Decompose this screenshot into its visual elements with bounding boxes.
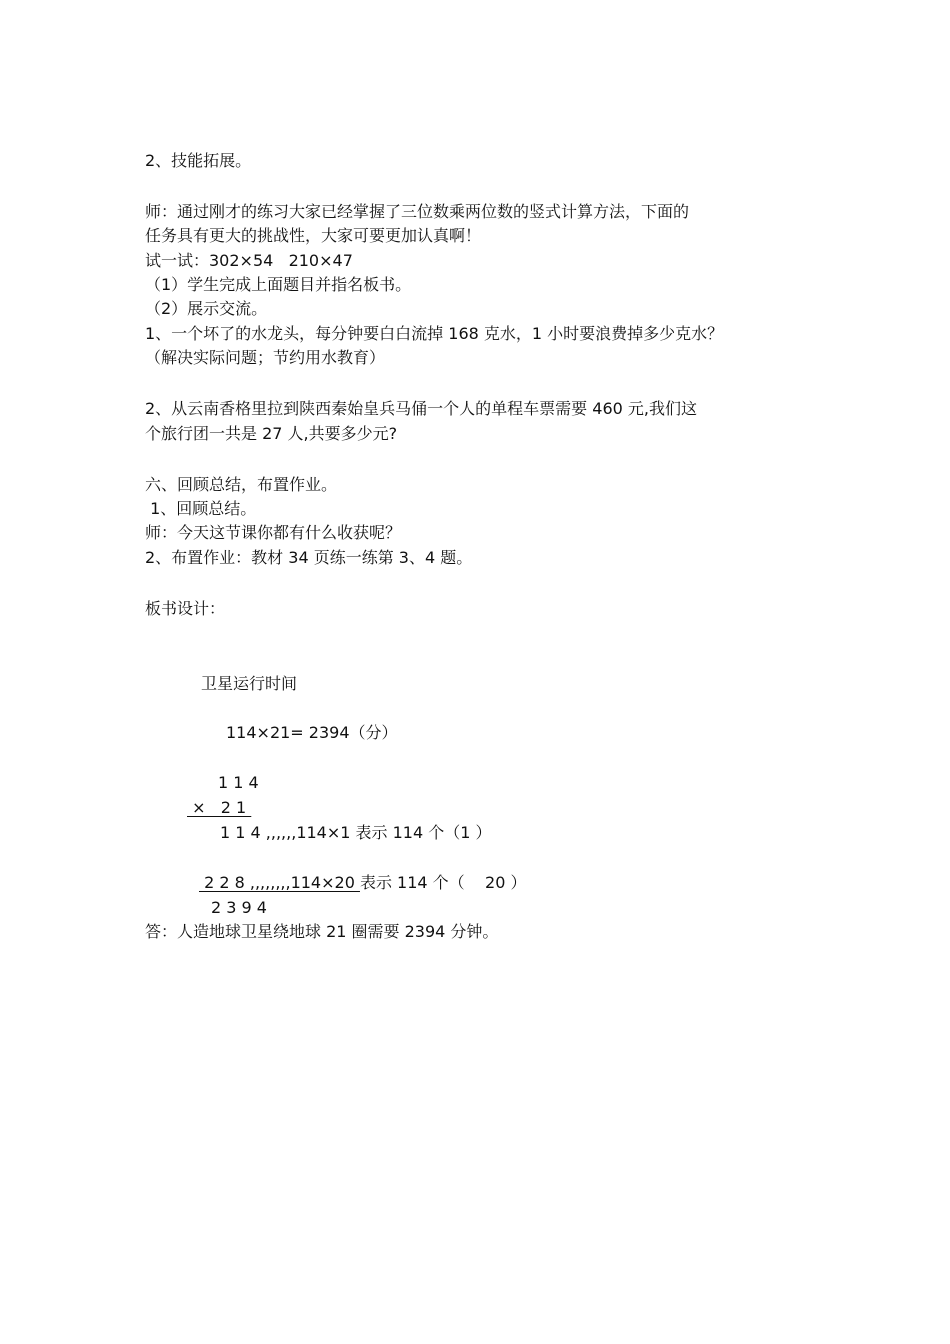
board-title: 卫星运行时间 xyxy=(201,674,298,693)
problem-2-line-1: 2、从云南香格里拉到陕西秦始皇兵马俑一个人的单程车票需要 460 元,我们这 xyxy=(145,399,697,418)
problem-2-line-2: 个旅行团一共是 27 人,共要多少元? xyxy=(145,424,398,443)
problem-1-note: （解决实际问题；节约用水教育） xyxy=(145,348,386,367)
partial-product-2-note: 表示 114 个（ 20 ） xyxy=(359,873,527,892)
vertical-multiplicand: 1 1 4 xyxy=(218,773,259,792)
vertical-multiplier: × 2 1 xyxy=(187,798,252,817)
step-2-text: （2）展示交流。 xyxy=(145,299,268,318)
step-1-text: （1）学生完成上面题目并指名板书。 xyxy=(145,275,412,294)
final-product: 2 3 9 4 xyxy=(211,898,267,917)
try-it-exercises: 试一试：302×54 210×47 xyxy=(145,251,353,270)
teacher-question: 师：今天这节课你都有什么收获呢？ xyxy=(145,523,402,542)
partial-product-2-underlined: 2 2 8 ,,,,,,,,114×20 xyxy=(199,873,360,892)
partial-product-1: 1 1 4 ,,,,,,114×1 表示 114 个（1 ） xyxy=(220,823,492,842)
board-design-label: 板书设计： xyxy=(145,599,226,618)
teacher-intro-line-1: 师：通过刚才的练习大家已经掌握了三位数乘两位数的竖式计算方法，下面的 xyxy=(145,202,690,221)
homework-item: 2、布置作业：教材 34 页练一练第 3、4 题。 xyxy=(145,548,473,567)
problem-1-text: 1、一个坏了的水龙头，每分钟要白白流掉 168 克水，1 小时要浪费掉多少克水？ xyxy=(145,324,724,343)
section-title-skill-extension: 2、技能拓展。 xyxy=(145,151,252,170)
board-equation: 114×21= 2394（分） xyxy=(226,723,398,742)
partial-product-2 xyxy=(199,872,526,894)
review-item-1: 1、回顾总结。 xyxy=(145,499,257,518)
teacher-intro-line-2: 任务具有更大的挑战性，大家可要更加认真啊！ xyxy=(145,226,482,245)
answer-text: 答：人造地球卫星绕地球 21 圈需要 2394 分钟。 xyxy=(145,922,499,941)
section-title-review: 六、回顾总结，布置作业。 xyxy=(145,475,338,494)
